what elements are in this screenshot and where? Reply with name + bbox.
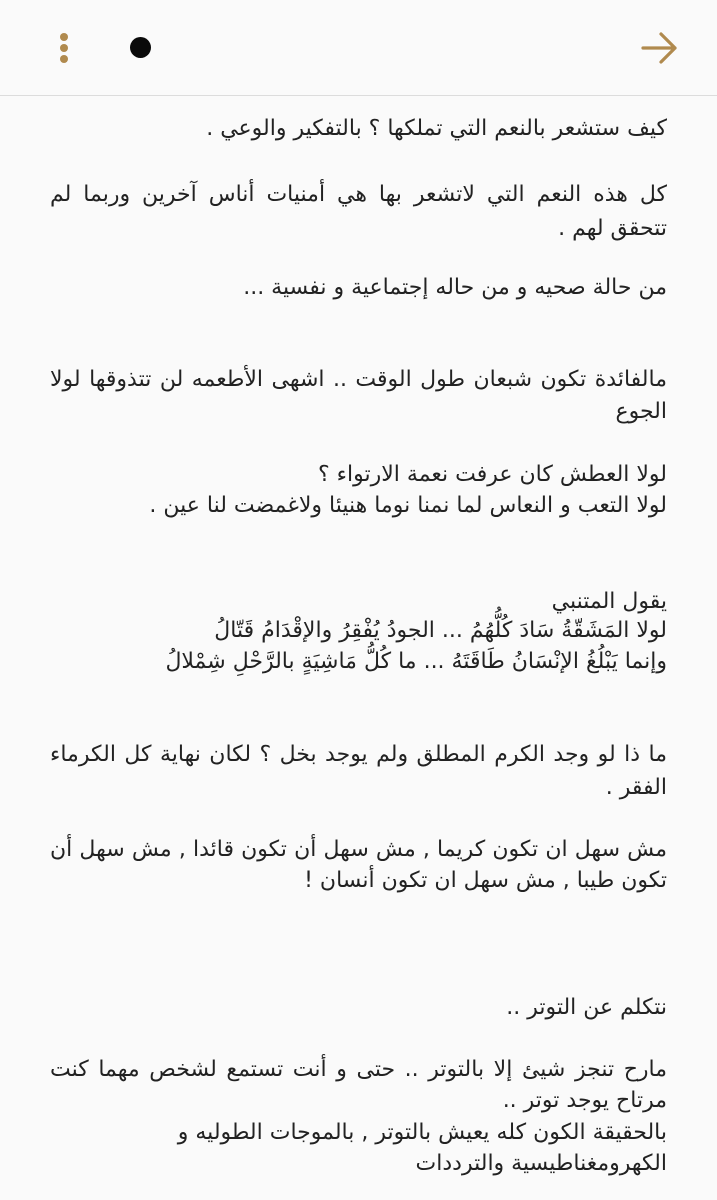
note-line: ما ذا لو وجد الكرم المطلق ولم يوجد بخل ؟ لكان نهاية كل الكرماء [50,742,667,767]
note-line: مرتاح يوجد توتر .. [502,1088,667,1113]
note-line: مارح تنجز شيئ إلا بالتوتر .. حتى و أنت تستمع لشخص مهما كنت [50,1057,667,1082]
note-line: الفقر . [605,775,667,800]
arrow-forward-icon[interactable] [636,26,684,70]
note-line: تكون طيبا , مش سهل ان تكون أنسان ! [304,868,667,893]
note-line: الجوع [615,399,667,424]
note-line: الكهرومغناطيسية والترددات [415,1151,667,1176]
note-line: وإنما يَبْلُغُ الإنْسَانُ طَاقَتَهُ ... ما كُلُّ مَاشِيَةٍ بالرَّحْلِ شِمْلالُ [165,649,667,674]
top-toolbar [0,0,717,96]
note-line: مالفائدة تكون شبعان طول الوقت .. اشهى الأطعمه لن تتذوقها لولا [50,367,667,392]
record-dot-icon [130,37,151,58]
note-body[interactable] [0,96,717,1200]
note-line: مش سهل ان تكون كريما , مش سهل أن تكون قائدا , مش سهل أن [50,837,667,862]
note-line: يقول المتنبي [551,589,667,614]
more-options-icon[interactable] [46,24,82,72]
note-line: لولا التعب و النعاس لما نمنا نوما هنيئا ولاغمضت لنا عين . [149,493,667,518]
note-line: من حالة صحيه و من حاله إجتماعية و نفسية ... [243,275,667,300]
note-line: كل هذه النعم التي لاتشعر بها هي أمنيات أناس آخرين وربما لم [50,182,667,207]
note-line: بالحقيقة الكون كله يعيش بالتوتر , بالموجات الطوليه و [177,1120,667,1145]
note-line: كيف ستشعر بالنعم التي تملكها ؟ بالتفكير والوعي . [206,116,667,141]
note-line: تتحقق لهم . [558,216,667,241]
note-line: لولا العطش كان عرفت نعمة الارتواء ؟ [318,462,667,487]
note-line: نتكلم عن التوتر .. [506,995,667,1020]
note-line: لولا المَشَقّةُ سَادَ كُلُّهُمُ ... الجودُ يُفْقِرُ والإقْدَامُ قَتّالُ [214,618,667,643]
